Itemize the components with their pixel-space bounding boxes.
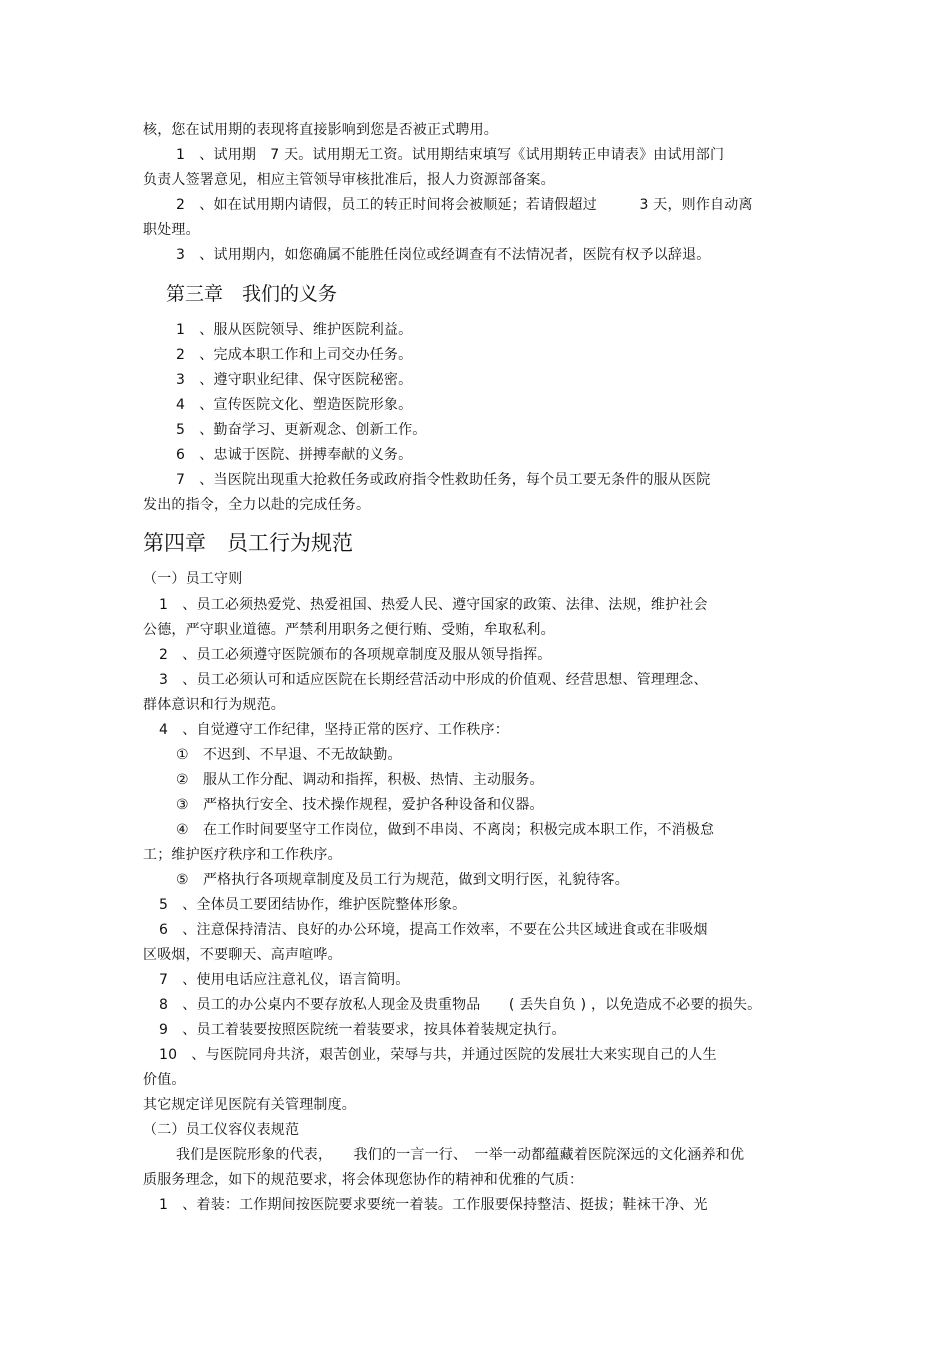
text-line: 其它规定详见医院有关管理制度。 [143,1097,356,1113]
text-line: 1 、服从医院领导、维护医院利益。 [176,322,413,338]
text-line: 1 、员工必须热爱党、热爱祖国、热爱人民、遵守国家的政策、法律、法规，维护社会 [159,597,708,613]
text-line: 3 、员工必须认可和适应医院在长期经营活动中形成的价值观、经营思想、管理理念、 [159,672,708,688]
text-line: 9 、员工着装要按照医院统一着装要求，按具体着装规定执行。 [159,1022,566,1038]
text-line: 发出的指令，全力以赴的完成任务。 [143,497,371,513]
text-line: 公德，严守职业道德。严禁利用职务之便行贿、受贿，牟取私利。 [143,622,555,638]
text-line: 7 、使用电话应注意礼仪，语言简明。 [159,972,410,988]
text-line: ⑤ 严格执行各项规章制度及员工行为规范，做到文明行医，礼貌待客。 [176,872,629,888]
text-line: 质服务理念，如下的规范要求，将会体现您协作的精神和优雅的气质： [143,1172,584,1188]
text-line: 2 、如在试用期内请假，员工的转正时间将会被顺延；若请假超过 3 天，则作自动离 [176,197,753,213]
text-line: 我们是医院形象的代表， 我们的一言一行、 一举一动都蕴藏着医院深远的文化涵养和优 [176,1147,745,1163]
text-line: ③ 严格执行安全、技术操作规程，爱护各种设备和仪器。 [176,797,544,813]
text-line: 5 、勤奋学习、更新观念、创新工作。 [176,422,427,438]
text-line: 群体意识和行为规范。 [143,697,285,713]
text-line: 5 、全体员工要团结协作，维护医院整体形象。 [159,897,467,913]
text-line: 1 、试用期 7 天。试用期无工资。试用期结束填写《试用期转正申请表》由试用部门 [176,147,725,163]
text-line: 6 、注意保持清洁、良好的办公环境，提高工作效率，不要在公共区域进食或在非吸烟 [159,922,708,938]
text-line: 4 、宣传医院文化、塑造医院形象。 [176,397,413,413]
text-line: 3 、试用期内，如您确属不能胜任岗位或经调查有不法情况者，医院有权予以辞退。 [176,247,711,263]
text-line: 10 、与医院同舟共济，艰苦创业，荣辱与共，并通过医院的发展壮大来实现自己的人生 [159,1047,717,1063]
text-line: 6 、忠诚于医院、拼搏奉献的义务。 [176,447,413,463]
text-line: 价值。 [143,1072,186,1088]
text-line: 负责人签署意见，相应主管领导审核批准后，报人力资源部备案。 [143,172,555,188]
text-line: 4 、自觉遵守工作纪律，坚持正常的医疗、工作秩序： [159,722,509,738]
text-line: 1 、着装：工作期间按医院要求要统一着装。工作服要保持整洁、挺拔；鞋袜干净、光 [159,1197,708,1213]
text-line: 8 、员工的办公桌内不要存放私人现金及贵重物品 ( 丢失自负 ) ，以免造成不必要的损失。 [159,997,762,1013]
text-line: 工；维护医疗秩序和工作秩序。 [143,847,342,863]
chapter-3-heading: 第三章 我们的义务 [166,283,338,305]
section-heading: （一）员工守则 [143,571,243,587]
text-line: 职处理。 [143,222,200,238]
section-heading: （二）员工仪容仪表规范 [143,1122,300,1138]
chapter-4-heading: 第四章 员工行为规范 [143,531,353,555]
text-line: 区吸烟，不要聊天、高声喧哗。 [143,947,342,963]
text-line: ① 不迟到、不早退、不无故缺勤。 [176,747,402,763]
text-line: 核，您在试用期的表现将直接影响到您是否被正式聘用。 [143,122,498,138]
text-line: ④ 在工作时间要坚守工作岗位，做到不串岗、不离岗；积极完成本职工作，不消极怠 [176,822,715,838]
text-line: 7 、当医院出现重大抢救任务或政府指令性救助任务，每个员工要无条件的服从医院 [176,472,711,488]
text-line: 3 、遵守职业纪律、保守医院秘密。 [176,372,413,388]
text-line: ② 服从工作分配、调动和指挥，积极、热情、主动服务。 [176,772,544,788]
text-line: 2 、完成本职工作和上司交办任务。 [176,347,413,363]
text-line: 2 、员工必须遵守医院颁布的各项规章制度及服从领导指挥。 [159,647,552,663]
